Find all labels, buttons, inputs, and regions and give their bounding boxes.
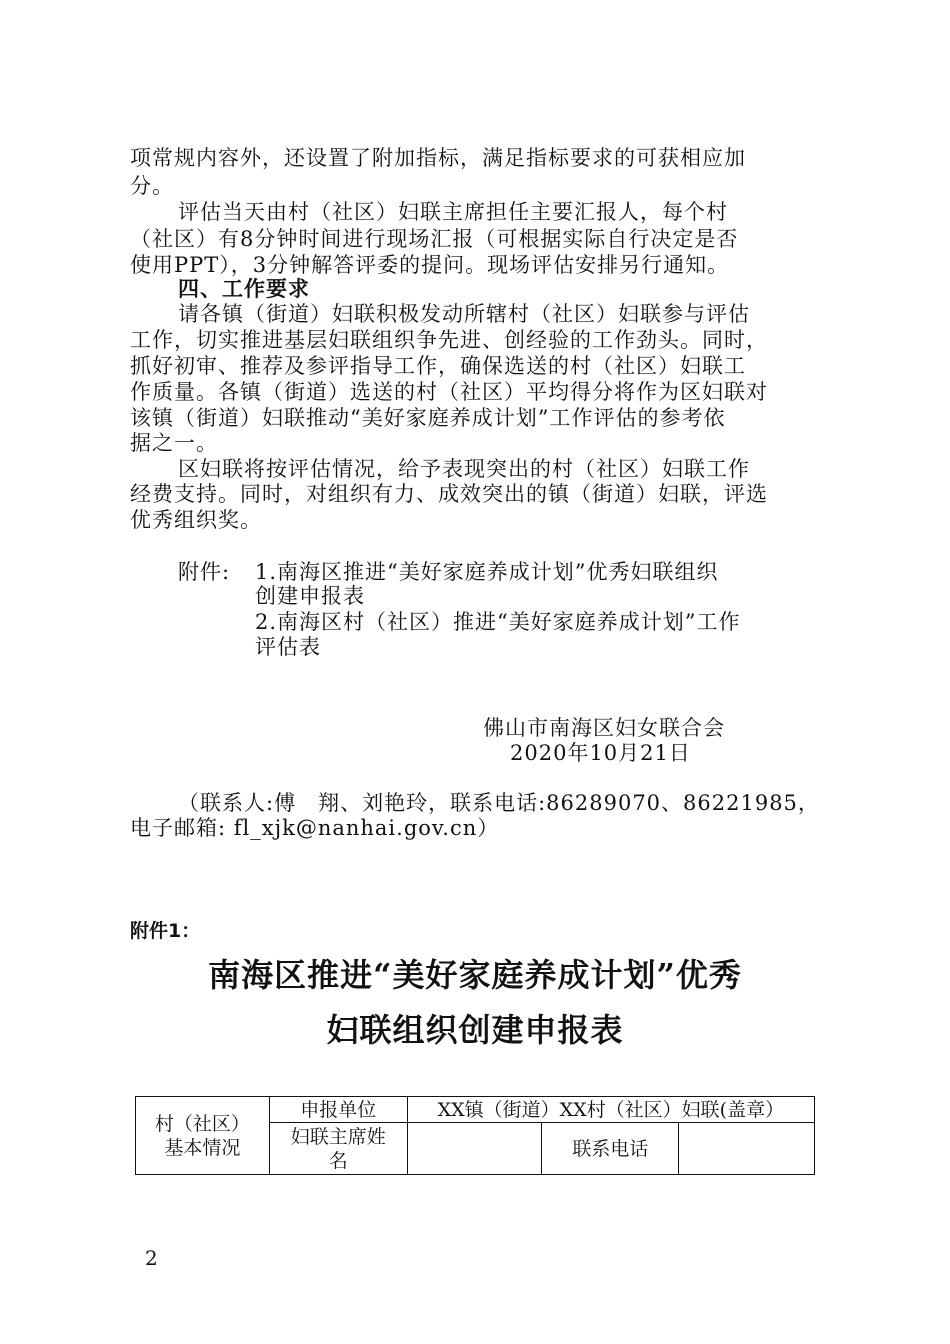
paragraph-line: 请各镇（街道）妇联积极发动所辖村（社区）妇联参与评估	[178, 302, 750, 326]
paragraph-line: 经费支持。同时，对组织有力、成效突出的镇（街道）妇联，评选	[130, 482, 768, 506]
attachment-item: 1.南海区推进“美好家庭养成计划”优秀妇联组织	[255, 560, 719, 584]
annex-title: 妇联组织创建申报表	[326, 1011, 624, 1049]
table-row-header: 村（社区）基本情况	[136, 1097, 270, 1175]
paragraph-line: 工作，切实推进基层妇联组织争先进、创经验的工作劲头。同时，	[130, 328, 768, 352]
paragraph-line: 评估当天由村（社区）妇联主席担任主要汇报人，每个村	[178, 200, 728, 224]
annex-label: 附件1：	[130, 920, 201, 942]
signature-date: 2020年10月21日	[510, 741, 691, 765]
paragraph-line: 据之一。	[130, 431, 218, 455]
chair-value	[407, 1123, 542, 1175]
paragraph-line: 分。	[130, 174, 174, 198]
paragraph-line: 该镇（街道）妇联推动“美好家庭养成计划”工作评估的参考依	[130, 406, 726, 430]
unit-label: 申报单位	[269, 1097, 407, 1123]
paragraph-line: 使用PPT），3分钟解答评委的提问。现场评估安排另行通知。	[130, 253, 730, 277]
paragraph-line: （社区）有8分钟时间进行现场汇报（可根据实际自行决定是否	[130, 227, 739, 251]
phone-label: 联系电话	[542, 1123, 679, 1175]
phone-value	[679, 1123, 815, 1175]
application-form-table	[135, 1096, 815, 1175]
chair-label: 妇联主席姓名	[269, 1123, 407, 1175]
annex-title: 南海区推进“美好家庭养成计划”优秀	[208, 956, 742, 994]
attachment-item: 创建申报表	[255, 584, 365, 608]
contact-line: （联系人:傅 翔、刘艳玲，联系电话:86289070、86221985，	[178, 791, 820, 815]
attachment-item: 2.南海区村（社区）推进“美好家庭养成计划”工作	[255, 610, 741, 634]
signature-org: 佛山市南海区妇女联合会	[483, 716, 725, 740]
unit-value: XX镇（街道）XX村（社区）妇联(盖章）	[407, 1097, 814, 1123]
paragraph-line: 优秀组织奖。	[130, 508, 262, 532]
section-heading: 四、工作要求	[178, 277, 310, 301]
page-number: 2	[145, 1246, 158, 1270]
paragraph-line: 区妇联将按评估情况，给予表现突出的村（社区）妇联工作	[178, 457, 750, 481]
paragraph-line: 抓好初审、推荐及参评指导工作，确保选送的村（社区）妇联工	[130, 354, 746, 378]
attachments-label: 附件:	[178, 560, 231, 584]
attachment-item: 评估表	[255, 635, 321, 659]
paragraph-line: 作质量。各镇（街道）选送的村（社区）平均得分将作为区妇联对	[130, 380, 768, 404]
paragraph-line: 项常规内容外，还设置了附加指标，满足指标要求的可获相应加	[130, 146, 746, 170]
contact-line: 电子邮箱: fl_xjk@nanhai.gov.cn）	[130, 816, 500, 840]
